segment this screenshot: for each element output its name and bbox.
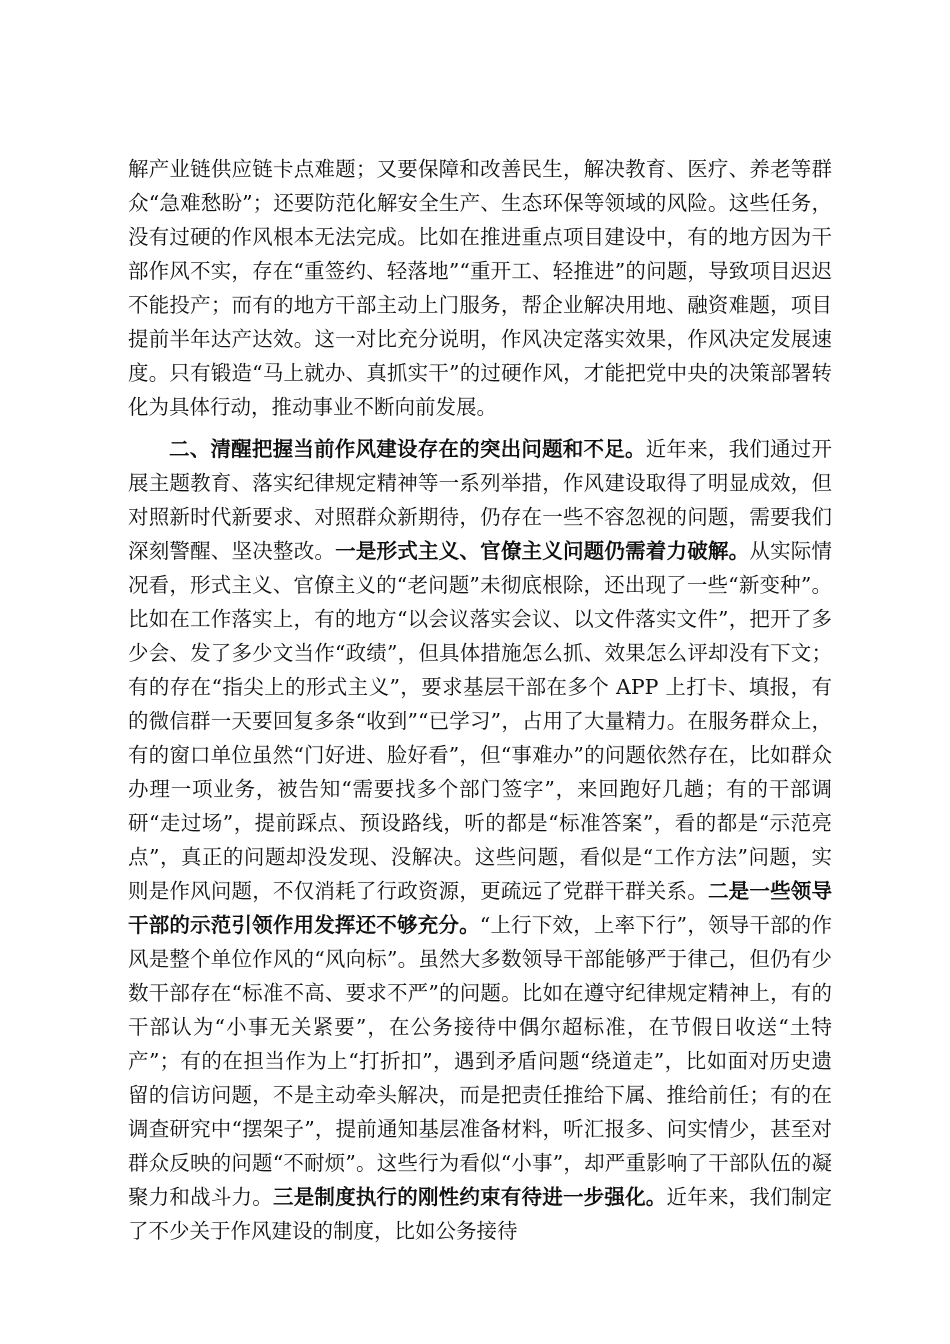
point-heading-3: 三是制度执行的刚性约束有待进一步强化。 — [272, 1185, 667, 1209]
point-heading-2: 二是一些领导干部的示范引领作用发挥还不够充分。 — [128, 879, 832, 937]
paragraph-1 — [128, 152, 832, 424]
paragraph-text: 近年来，我们制定了不少关于作风建设的制度，比如公务接待 — [128, 1185, 833, 1243]
paragraph-text: 从实际情况看，形式主义、官僚主义的“老问题”未彻底根除，还出现了一些“新变种”。比如在工作落实上，有的地方“以会议落实会议、以文件落实文件”，把开了多少会、发了多少文当作“政绩”，但具体措施怎么抓、效果怎么评却没有下文；有的存在“指尖上的形式主义”，要求基层干部在多个 APP 上打卡、填报，有的微信群一天要回复多条“收到”“已学习”，占用了大量精力。在服务群众上，有的窗口单位虽然“门好进、脸好看”，但“事难办”的问题依然存在，比如群众办理一项业务，被告知“需要找多个部门签字”，来回跑好几趟；有的干部调研“走过场”，提前踩点、预设路线，听的都是“标准答案”，看的都是“示范亮点”，真正的问题却没发现、没解决。这些问题，看似是“工作方法”问题，实则是作风问题，不仅消耗了行政资源，更疏远了党群干群关系。 — [128, 539, 833, 903]
section-heading: 二、清醒把握当前作风建设存在的突出问题和不足。 — [169, 437, 646, 461]
paragraph-text: 解产业链供应链卡点难题；又要保障和改善民生，解决教育、医疗、养老等群众“急难愁盼”；还要防范化解安全生产、生态环保等领域的风险。这些任务，没有过硬的作风根本无法完成。比如在推进重点项目建设中，有的地方因为干部作风不实，存在“重签约、轻落地”“重开工、轻推进”的问题，导致项目迟迟不能投产；而有的地方干部主动上门服务，帮企业解决用地、融资难题，项目提前半年达产达效。这一对比充分说明，作风决定落实效果，作风决定发展速度。只有锻造“马上就办、真抓实干”的过硬作风，才能把党中央的决策部署转化为具体行动，推动事业不断向前发展。 — [128, 157, 832, 419]
document-body — [128, 152, 832, 1248]
point-heading-1: 一是形式主义、官僚主义问题仍需着力破解。 — [335, 539, 750, 563]
paragraph-text: “上行下效，上率下行”，领导干部的作风是整个单位作风的“风向标”。虽然大多数领导干部能够严于律己，但仍有少数干部存在“标准不高、要求不严”的问题。比如在遵守纪律规定精神上，有的干部认为“小事无关紧要”，在公务接待中偶尔超标准，在节假日收送“土特产”；有的在担当作为上“打折扣”，遇到矛盾问题“绕道走”，比如面对历史遗留的信访问题，不是主动牵头解决，而是把责任推给下属、推给前任；有的在调查研究中“摆架子”，提前通知基层准备材料，听汇报多、问实情少，甚至对群众反映的问题“不耐烦”。这些行为看似“小事”，却严重影响了干部队伍的凝聚力和战斗力。 — [128, 913, 832, 1209]
paragraph-2 — [128, 432, 832, 1248]
paragraph-text: 近年来，我们通过开展主题教育、落实纪律规定精神等一系列举措，作风建设取得了明显成效，但对照新时代新要求、对照群众新期待，仍存在一些不容忽视的问题，需要我们深刻警醒、坚决整改。 — [128, 437, 833, 563]
